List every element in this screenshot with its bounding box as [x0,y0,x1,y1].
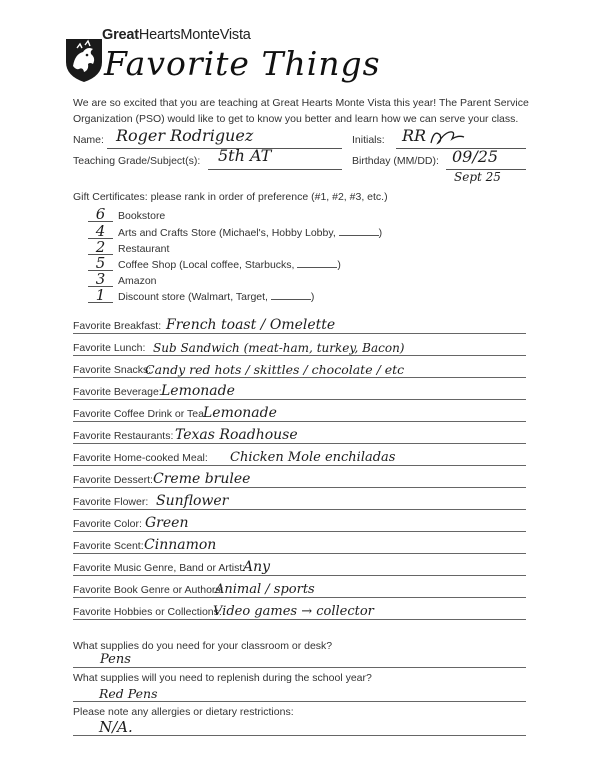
question-label: Please note any allergies or dietary restrictions: [73,706,294,718]
gift-card-rank[interactable]: 2 [88,240,113,255]
favorite-row [73,446,526,466]
favorite-label: Favorite Music Genre, Band or Artist: [73,562,246,574]
favorite-row [73,314,526,334]
favorite-label: Favorite Flower: [73,496,149,508]
favorite-row [73,380,526,400]
intro-text: We are so excited that you are teaching at Great Hearts Monte Vista this year! The Parent Service Organization (PSO) would like to get to know you better and learn how we can serve your class. [73,97,529,125]
initials-value[interactable]: RR [402,126,427,145]
favorite-value[interactable]: French toast / Omelette [166,317,336,333]
favorite-label: Favorite Home-cooked Meal: [73,452,208,464]
favorite-row [73,490,526,510]
favorite-value[interactable]: Video games → collector [213,604,374,619]
signature-scribble [428,127,468,147]
question-line [73,667,526,668]
question-label: What supplies will you need to replenish during the school year? [73,672,372,684]
favorite-value[interactable]: Creme brulee [153,471,251,487]
grade-line [208,169,342,170]
birthday-value[interactable]: 09/25 [452,147,499,166]
favorite-value[interactable]: Cinnamon [144,537,217,553]
gift-card-rank[interactable]: 5 [88,256,113,271]
favorite-value[interactable]: Lemonade [203,405,277,421]
gift-card-item: 6 Bookstore [88,207,165,222]
brand-name: GreatHeartsMonteVista [102,27,251,43]
favorite-value[interactable]: Sub Sandwich (meat-ham, turkey, Bacon) [153,341,405,355]
gift-card-item: 5 Coffee Shop (Local coffee, Starbucks, ) [88,256,341,271]
favorite-row [73,578,526,598]
gift-card-rank[interactable]: 4 [88,224,113,239]
gift-cards-heading: Gift Certificates: please rank in order of preference (#1, #2, #3, etc.) [73,191,388,203]
gift-card-rank[interactable]: 3 [88,272,113,287]
favorite-label: Favorite Color: [73,518,142,530]
favorite-row [73,534,526,554]
gift-card-rank[interactable]: 1 [88,288,113,303]
favorite-row [73,512,526,532]
question-answer[interactable]: Red Pens [99,686,158,701]
favorite-label: Favorite Beverage: [73,386,162,398]
favorite-value[interactable]: Lemonade [161,383,235,399]
favorite-row [73,556,526,576]
initials-label: Initials: [352,134,385,146]
favorite-label: Favorite Book Genre or Authors: [73,584,224,596]
question-answer[interactable]: Pens [100,652,131,667]
name-value[interactable]: Roger Rodriguez [116,126,254,145]
favorite-label: Favorite Coffee Drink or Tea: [73,408,207,420]
gift-card-item: 2 Restaurant [88,240,169,255]
page-title: Favorite Things [104,44,381,83]
favorite-row [73,402,526,422]
favorite-label: Favorite Dessert: [73,474,153,486]
gift-card-blank[interactable] [297,258,337,268]
birthday-label: Birthday (MM/DD): [352,155,439,167]
favorite-value[interactable]: Candy red hots / skittles / chocolate / etc [145,362,405,377]
favorite-label: Favorite Breakfast: [73,320,162,332]
favorite-label: Favorite Lunch: [73,342,146,354]
favorite-row [73,424,526,444]
gift-card-item: 3 Amazon [88,272,157,287]
shield-lion-icon [63,36,105,84]
question-answer[interactable]: N/A. [99,718,133,736]
gift-card-item: 1 Discount store (Walmart, Target, ) [88,288,314,303]
gift-card-rank[interactable]: 6 [88,207,113,222]
favorite-label: Favorite Restaurants: [73,430,174,442]
favorite-value[interactable]: Animal / sports [215,582,315,597]
favorite-value[interactable]: Texas Roadhouse [175,427,298,443]
grade-label: Teaching Grade/Subject(s): [73,155,201,167]
birthday-note: Sept 25 [454,170,501,184]
favorite-row [73,336,526,356]
favorite-row [73,468,526,488]
favorite-value[interactable]: Green [145,515,189,531]
gift-card-blank[interactable] [339,226,379,236]
question-line [73,735,526,736]
question-line [73,701,526,702]
favorite-row [73,600,526,620]
favorite-value[interactable]: Chicken Mole enchiladas [230,450,396,465]
gift-card-blank[interactable] [271,290,311,300]
favorite-value[interactable]: Sunflower [156,493,229,509]
favorite-value[interactable]: Any [243,559,271,575]
grade-value[interactable]: 5th AT [218,146,272,165]
question-label: What supplies do you need for your classroom or desk? [73,640,333,652]
gift-card-item: 4 Arts and Crafts Store (Michael's, Hobby Lobby, ) [88,224,382,239]
name-label: Name: [73,134,104,146]
favorite-label: Favorite Hobbies or Collections: [73,606,222,618]
favorite-label: Favorite Snacks: [73,364,152,376]
favorite-row [73,358,526,378]
favorite-label: Favorite Scent: [73,540,144,552]
